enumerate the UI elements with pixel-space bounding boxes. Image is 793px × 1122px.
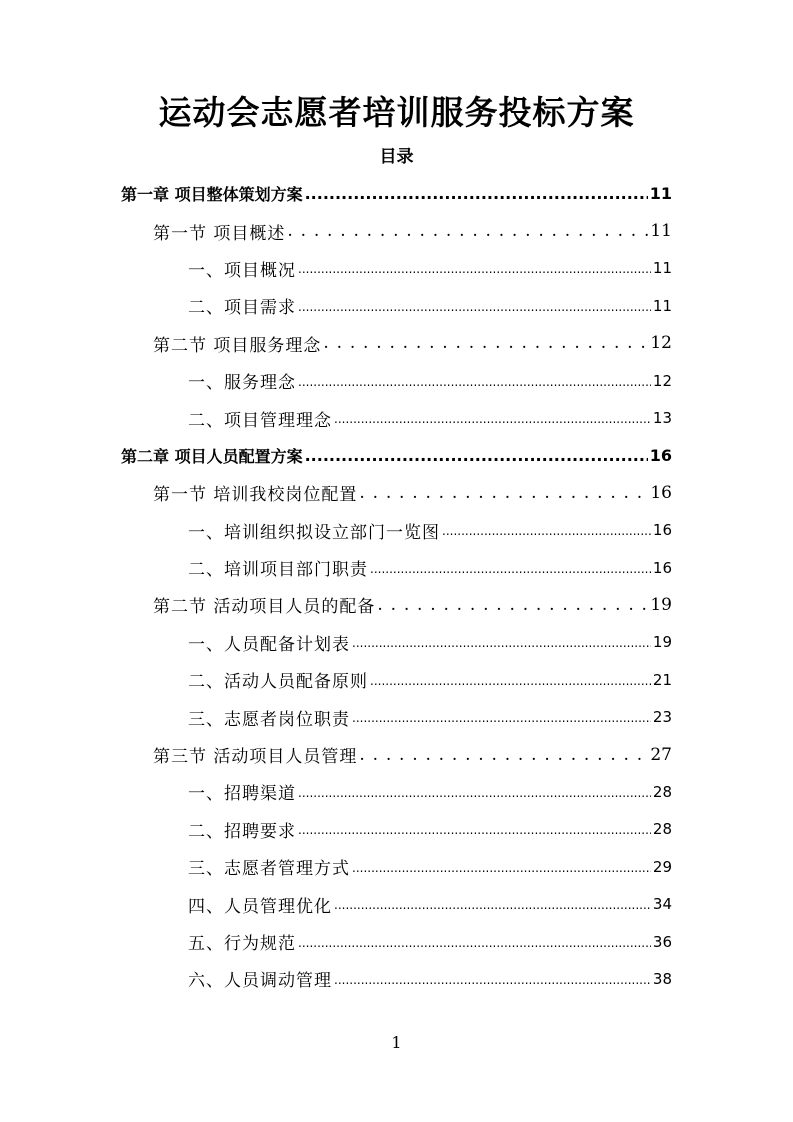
toc-entry-page: 36 [652,932,672,951]
toc-entry-label: 一、培训组织拟设立部门一览图 [188,522,440,543]
document-title: 运动会志愿者培训服务投标方案 [158,93,635,132]
toc-dot-leader [377,595,648,615]
toc-dot-leader [298,371,651,391]
toc-entry-page: 16 [650,482,672,503]
toc-dot-leader [298,819,651,839]
toc-dot-leader [334,408,651,428]
toc-entry-page: 16 [652,558,672,577]
toc-entry-label: 第三节 活动项目人员管理 [153,747,358,768]
toc-entry-item[interactable] [0,624,793,661]
toc-entry-page: 38 [652,969,672,988]
toc-entry-page: 19 [652,633,672,652]
toc-dot-leader [442,520,651,540]
toc-entry-item[interactable] [0,885,793,922]
toc-entry-page: 11 [652,259,672,278]
toc-entry-page: 28 [652,782,672,801]
toc-entry-label: 一、人员配备计划表 [188,634,350,655]
toc-entry-page: 28 [652,820,672,839]
toc-entry-label: 三、志愿者管理方式 [188,859,350,880]
toc-entry-label: 二、项目需求 [188,298,296,319]
toc-dot-leader [370,558,651,578]
toc-entry-item[interactable] [0,923,793,960]
toc-dot-leader [298,258,651,278]
toc-entry-label: 一、服务理念 [188,373,296,394]
toc-dot-leader [352,857,651,877]
toc-entry-item[interactable] [0,848,793,885]
toc-entry-page: 12 [652,371,672,390]
toc-dot-leader [334,894,651,914]
toc-entry-label: 第二章 项目人员配置方案 [121,446,303,466]
toc-entry-section-2-1[interactable] [0,474,793,511]
toc-entry-label: 第一节 培训我校岗位配置 [153,485,358,506]
toc-entry-label: 四、人员管理优化 [188,896,332,917]
toc-entry-page: 11 [652,296,672,315]
toc-entry-page: 11 [649,184,672,204]
toc-entry-label: 六、人员调动管理 [188,971,332,992]
toc-entry-page: 16 [649,445,672,465]
toc-entry-item[interactable] [0,698,793,735]
toc-entry-label: 第一节 项目概述 [153,223,286,244]
toc-entry-page: 19 [650,594,672,615]
toc-entry-page: 16 [652,521,672,540]
toc-dot-leader [359,483,648,503]
toc-entry-label: 二、招聘要求 [188,821,296,842]
toc-entry-label: 三、志愿者岗位职责 [188,709,350,730]
toc-entry-chapter-2[interactable] [0,437,793,474]
toc-entry-section-1-2[interactable] [0,325,793,362]
toc-entry-label: 二、培训项目部门职责 [188,560,368,581]
toc-entry-section-2-2[interactable] [0,586,793,623]
table-of-contents [0,175,793,998]
toc-entry-chapter-1[interactable] [0,175,793,212]
toc-entry-item[interactable] [0,287,793,324]
toc-entry-label: 一、招聘渠道 [188,784,296,805]
toc-entry-item[interactable] [0,811,793,848]
toc-entry-page: 13 [652,409,672,428]
toc-entry-item[interactable] [0,399,793,436]
toc-entry-item[interactable] [0,960,793,997]
toc-entry-page: 23 [652,708,672,727]
toc-entry-item[interactable] [0,362,793,399]
toc-dot-leader [323,333,648,353]
toc-dot-leader [298,932,651,952]
toc-entry-page: 21 [652,670,672,689]
toc-entry-item[interactable] [0,250,793,287]
toc-dot-leader [305,184,648,203]
toc-dot-leader [352,632,651,652]
toc-dot-leader [287,221,648,241]
toc-dot-leader [352,707,651,727]
page-number: 1 [391,1033,402,1052]
toc-entry-section-1-1[interactable] [0,212,793,249]
toc-entry-label: 第一章 项目整体策划方案 [121,185,303,205]
toc-heading: 目录 [379,147,414,167]
toc-entry-label: 一、项目概况 [188,260,296,281]
toc-entry-item[interactable] [0,661,793,698]
toc-dot-leader [305,446,648,465]
toc-entry-item[interactable] [0,512,793,549]
toc-entry-section-2-3[interactable] [0,736,793,773]
toc-entry-label: 二、活动人员配备原则 [188,672,368,693]
toc-entry-page: 11 [650,221,672,242]
toc-dot-leader [334,969,651,989]
toc-entry-item[interactable] [0,773,793,810]
toc-entry-page: 12 [650,333,672,354]
toc-entry-label: 二、项目管理理念 [188,410,332,431]
toc-dot-leader [298,296,651,316]
toc-entry-item[interactable] [0,549,793,586]
toc-entry-page: 29 [652,857,672,876]
toc-entry-label: 第二节 活动项目人员的配备 [153,597,376,618]
toc-entry-page: 27 [650,744,672,765]
toc-dot-leader [370,670,651,690]
toc-entry-label: 五、行为规范 [188,934,296,954]
toc-entry-label: 第二节 项目服务理念 [153,335,322,356]
toc-dot-leader [359,745,648,765]
toc-entry-page: 34 [652,895,672,914]
toc-dot-leader [298,782,651,802]
